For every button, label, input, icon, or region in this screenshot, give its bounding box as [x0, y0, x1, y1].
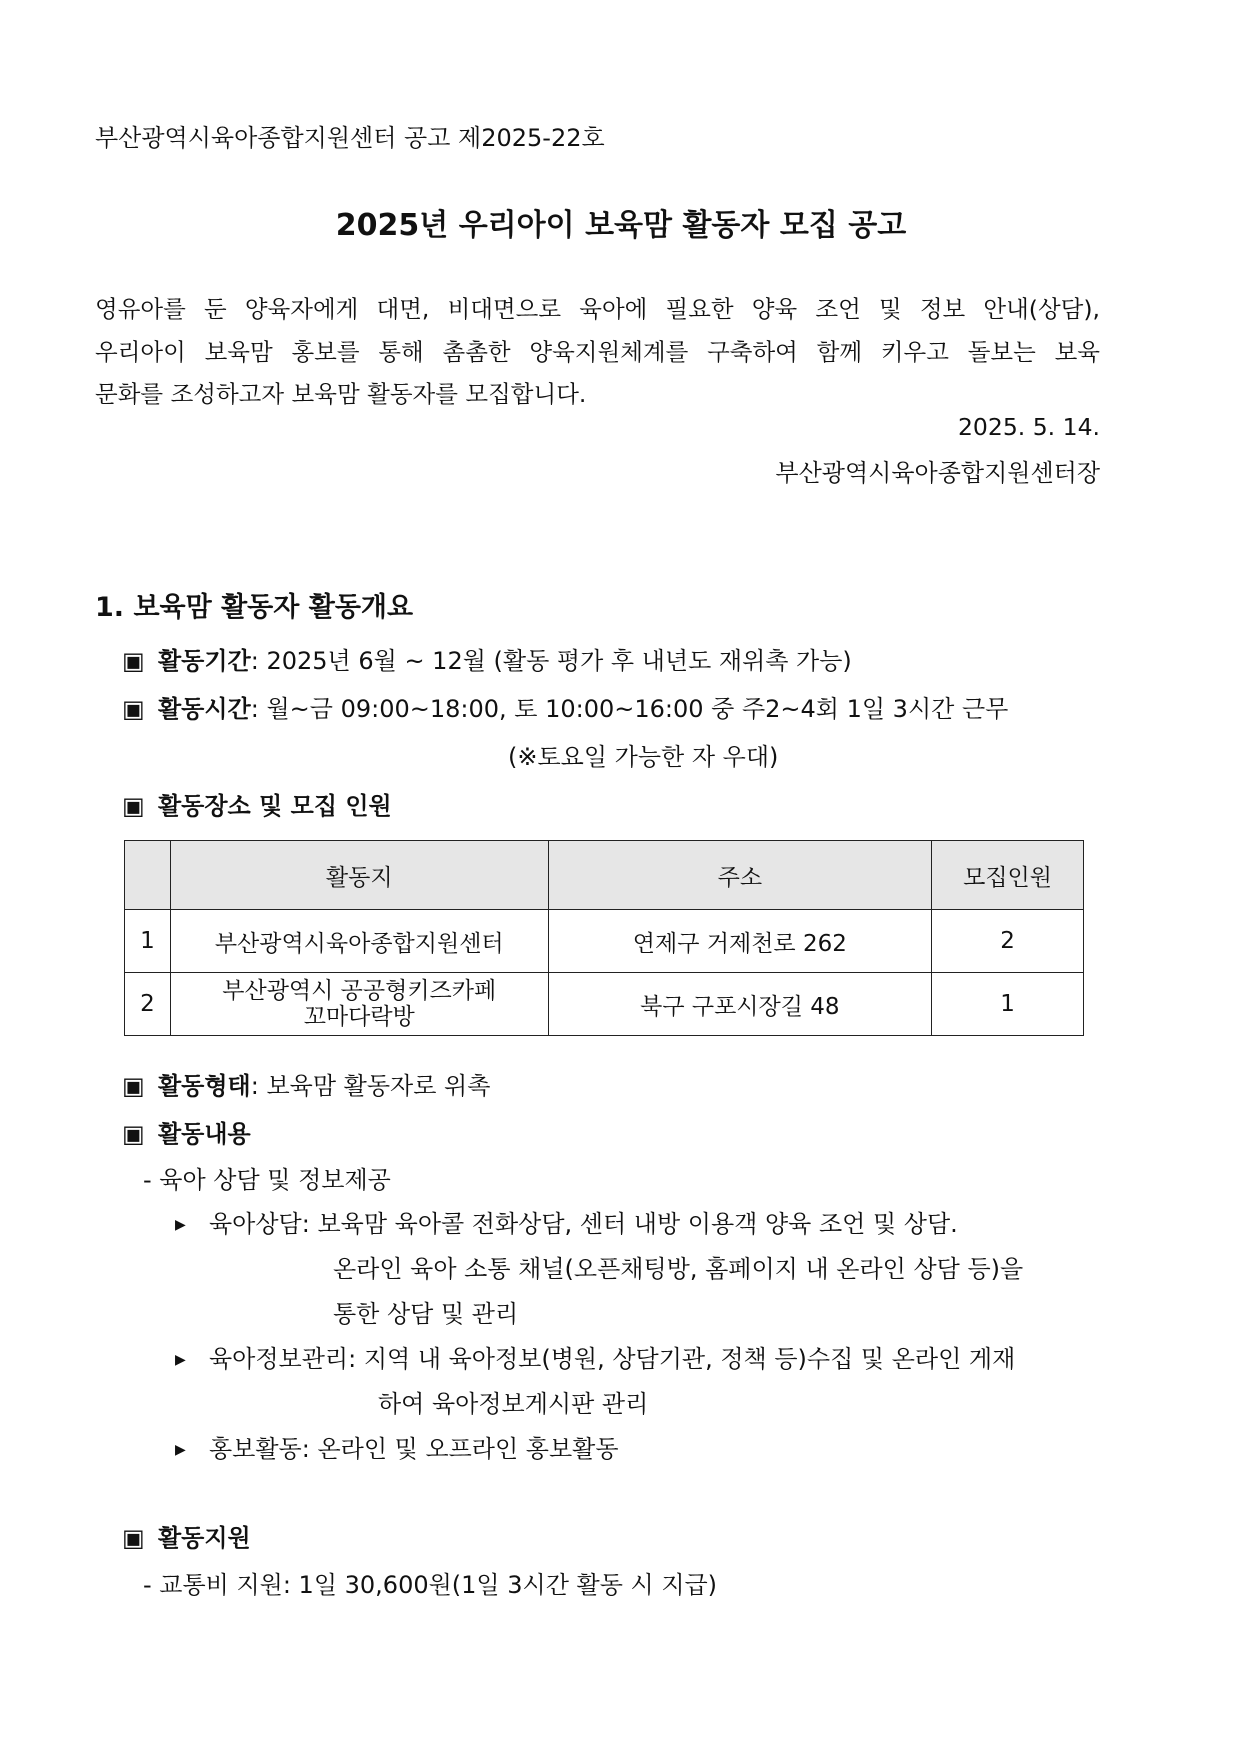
triangle-bullet-icon: ▶	[175, 1217, 186, 1233]
bullet-place	[122, 786, 392, 821]
promo-line	[175, 1429, 619, 1464]
promo-text: 홍보활동: 온라인 및 오프라인 홍보활동	[209, 1435, 619, 1463]
period-value: : 2025년 6월 ~ 12월 (활동 평가 후 내년도 재위촉 가능)	[250, 647, 852, 675]
notice-number: 부산광역시육아종합지원센터 공고 제2025-22호	[95, 124, 605, 152]
support-line: - 교통비 지원: 1일 30,600원(1일 3시간 활동 시 지급)	[143, 1571, 718, 1599]
hours-value: : 월~금 09:00~18:00, 토 10:00~16:00 중 주2~4회 1일 3시간 근무	[250, 695, 1009, 723]
row-number: 2	[125, 973, 171, 1036]
bullet-content	[122, 1114, 251, 1149]
counsel-line-2: 온라인 육아 소통 채널(오픈채팅방, 홈페이지 내 온라인 상담 등)을	[333, 1255, 1024, 1283]
place-label: 활동장소 및 모집 인원	[158, 792, 392, 820]
hours-label: 활동시간	[158, 695, 251, 723]
bullet-support	[122, 1518, 251, 1553]
section-heading: 1. 보육맘 활동자 활동개요	[95, 592, 414, 623]
triangle-bullet-icon: ▶	[175, 1352, 186, 1368]
support-label: 활동지원	[158, 1524, 251, 1552]
bullet-period	[122, 641, 852, 676]
row-place: 부산광역시육아종합지원센터	[170, 910, 548, 973]
header-cell-address: 주소	[548, 841, 932, 910]
counsel-line-1	[175, 1204, 958, 1239]
bullet-marker: ▣	[122, 1524, 145, 1552]
bullet-marker: ▣	[122, 1072, 145, 1100]
notice-date: 2025. 5. 14.	[957, 413, 1100, 441]
header-cell-count: 모집인원	[932, 841, 1084, 910]
table-row	[125, 973, 1084, 1036]
triangle-bullet-icon: ▶	[175, 1442, 186, 1458]
bullet-marker: ▣	[122, 647, 145, 675]
row-address: 연제구 거제천로 262	[548, 910, 932, 973]
intro-line-2: 우리아이 보육맘 홍보를 통해 촘촘한 양육지원체계를 구축하여 함께 키우고 돌보는 보육	[95, 338, 1100, 366]
row-place-line: 꼬마다락방	[303, 1004, 415, 1030]
row-count: 1	[932, 973, 1084, 1036]
bullet-marker: ▣	[122, 1120, 145, 1148]
content-sub: - 육아 상담 및 정보제공	[143, 1166, 391, 1194]
row-count: 2	[932, 910, 1084, 973]
info-text: 육아정보관리: 지역 내 육아정보(병원, 상담기관, 정책 등)수집 및 온라인 게재	[209, 1345, 1016, 1373]
recruit-table	[124, 840, 1084, 1036]
table-header-row	[125, 841, 1084, 910]
bullet-form	[122, 1066, 490, 1101]
counsel-line-3: 통한 상담 및 관리	[333, 1300, 519, 1328]
issuer-name: 부산광역시육아종합지원센터장	[775, 459, 1100, 487]
counsel-text: 육아상담: 보육맘 육아콜 전화상담, 센터 내방 이용객 양육 조언 및 상담.	[209, 1210, 958, 1238]
form-value: : 보육맘 활동자로 위촉	[250, 1072, 491, 1100]
info-line-1	[175, 1339, 1015, 1374]
hours-note: (※토요일 가능한 자 우대)	[508, 743, 779, 771]
bullet-hours	[122, 689, 1008, 724]
content-label: 활동내용	[158, 1120, 251, 1148]
form-label: 활동형태	[158, 1072, 251, 1100]
bullet-marker: ▣	[122, 792, 145, 820]
header-cell-place: 활동지	[170, 841, 548, 910]
header-cell-no	[125, 841, 171, 910]
page-title: 2025년 우리아이 보육맘 활동자 모집 공고	[335, 208, 907, 243]
intro-line-1: 영유아를 둔 양육자에게 대면, 비대면으로 육아에 필요한 양육 조언 및 정보 안내(상담),	[95, 295, 1100, 323]
row-address: 북구 구포시장길 48	[548, 973, 932, 1036]
info-line-2: 하여 육아정보게시판 관리	[378, 1390, 649, 1418]
intro-line-3: 문화를 조성하고자 보육맘 활동자를 모집합니다.	[95, 380, 587, 408]
row-place	[170, 973, 548, 1036]
period-label: 활동기간	[158, 647, 251, 675]
bullet-marker: ▣	[122, 695, 145, 723]
row-place-line: 부산광역시 공공형키즈카페	[222, 978, 497, 1004]
table-row	[125, 910, 1084, 973]
row-number: 1	[125, 910, 171, 973]
